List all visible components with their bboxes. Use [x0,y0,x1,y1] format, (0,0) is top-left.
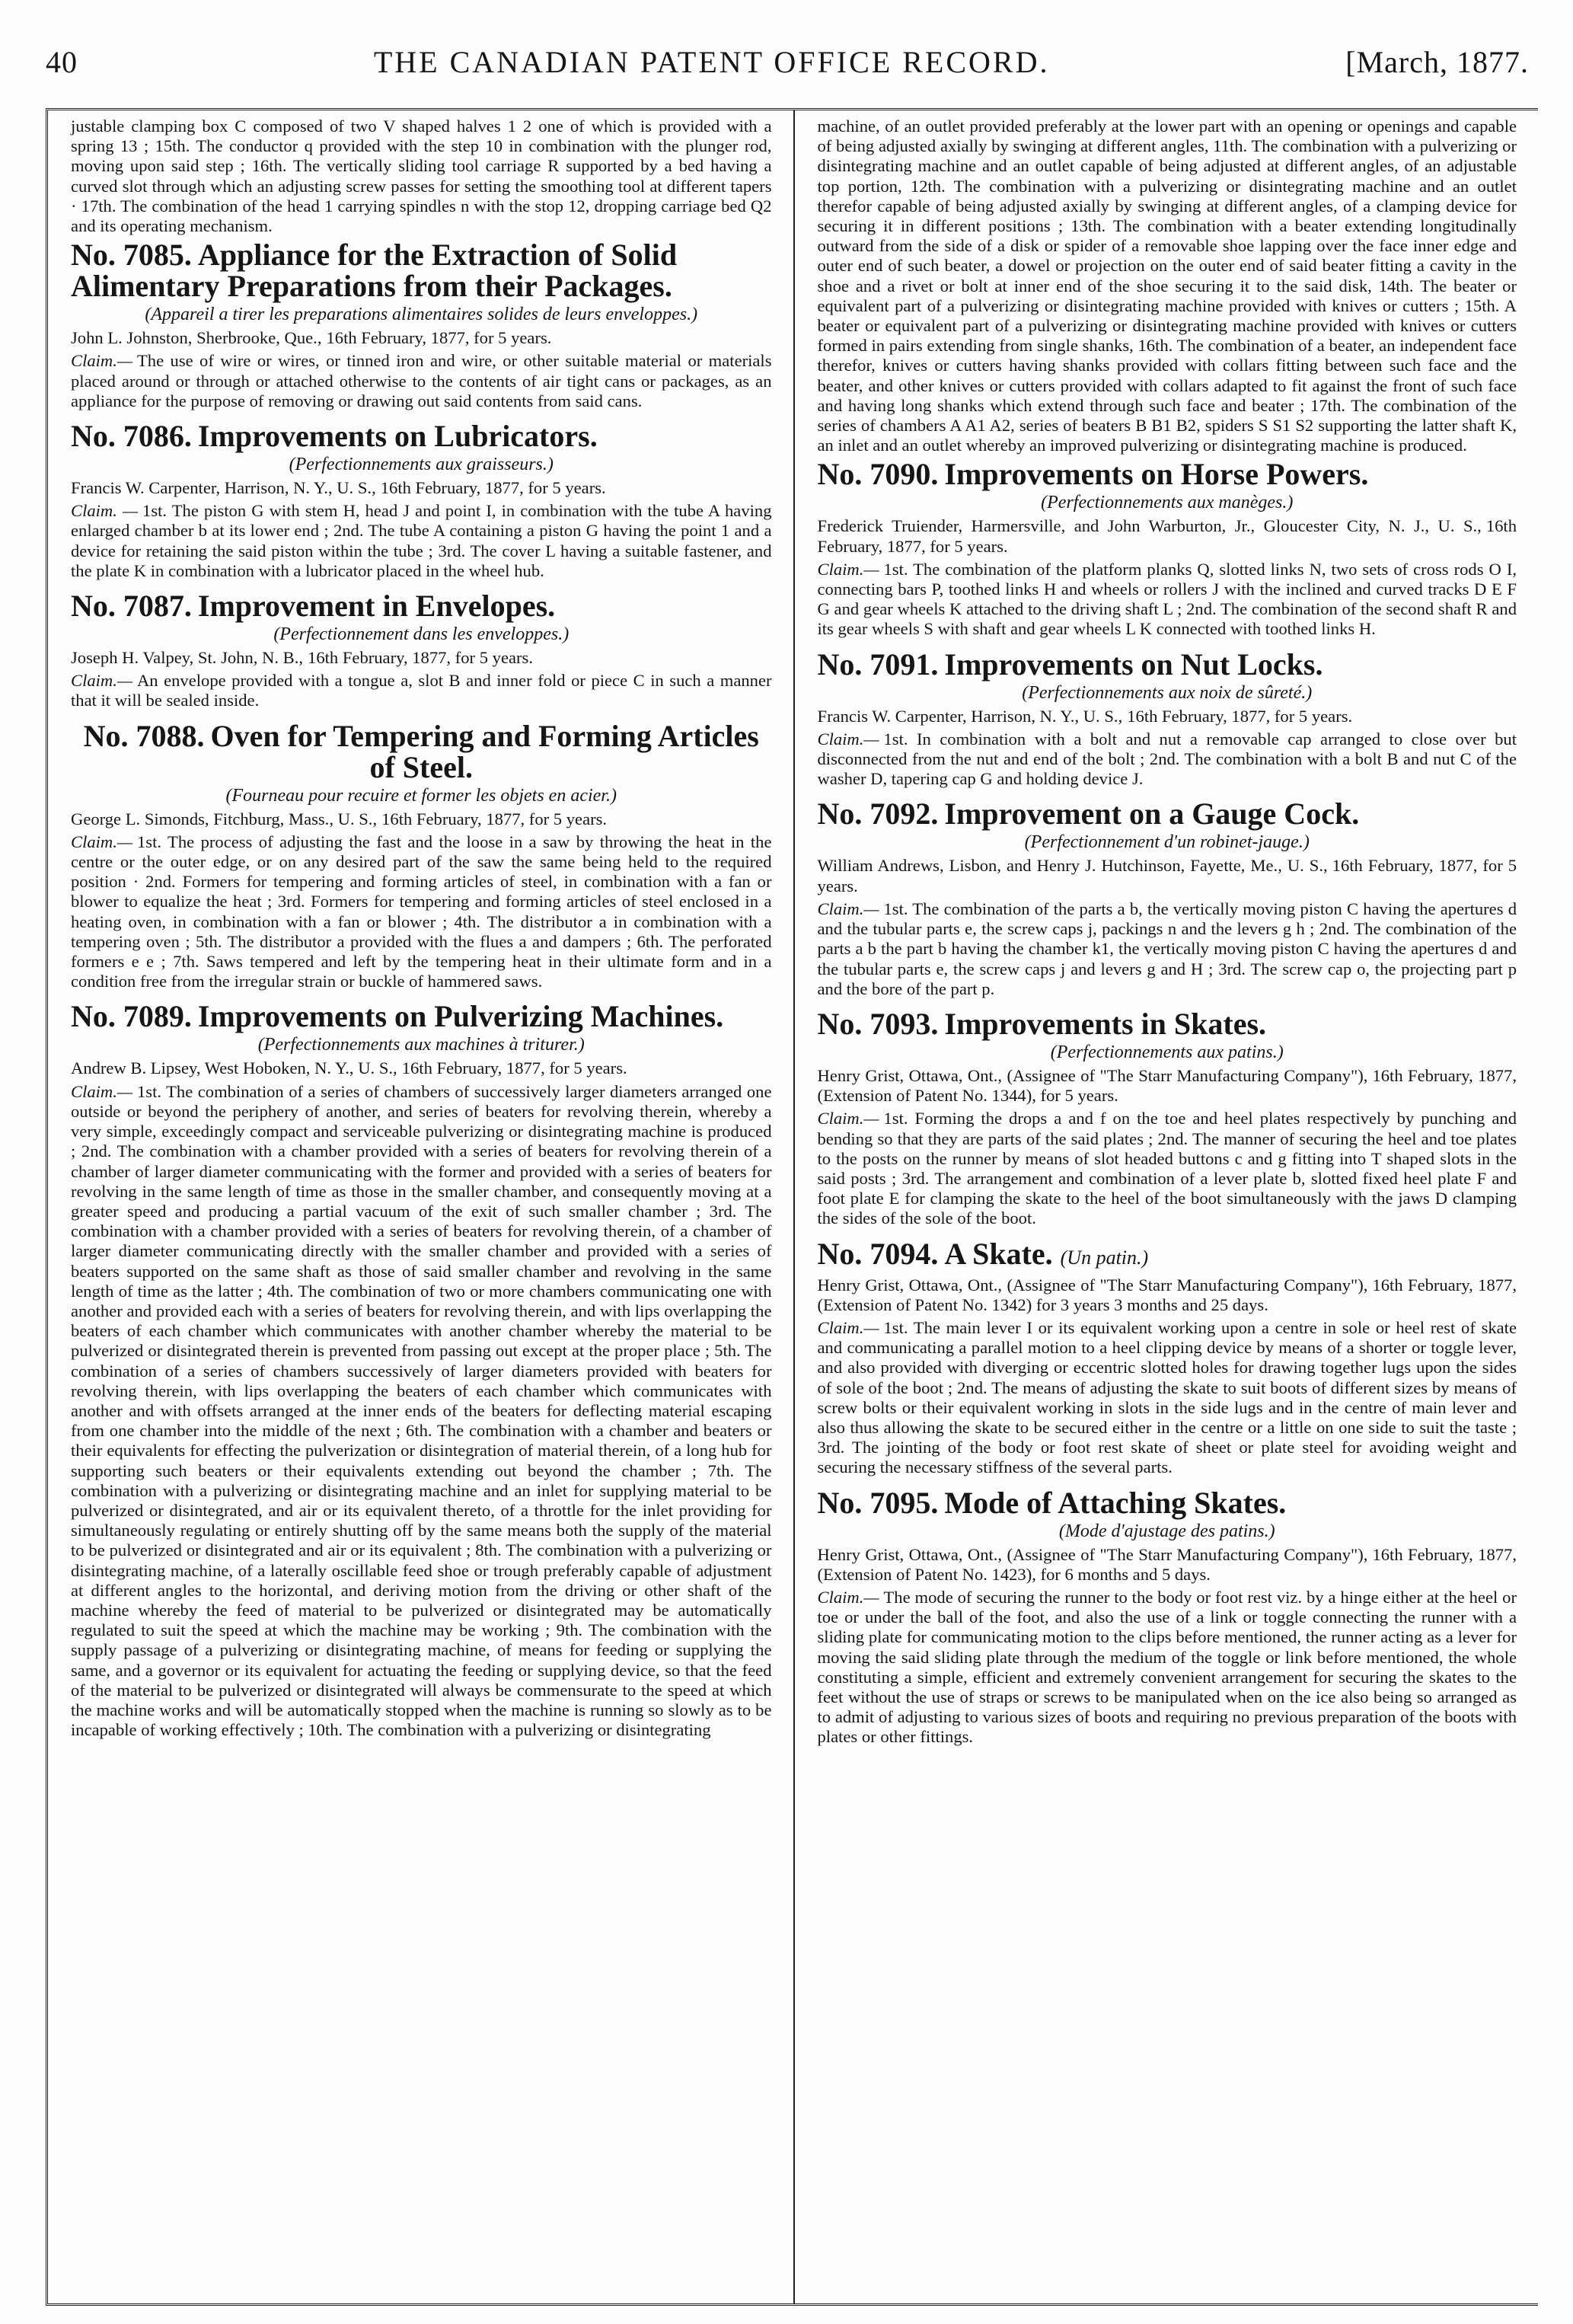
claim-label: Claim.— [817,729,879,749]
claim-body: 1st. The main lever I or its equivalent working upon a centre in sole or heel rest of skate and communicating a parallel motion to a heel clipping device by means of a shorter or toggle lever, and also provided with diverging or eccentric slotted holes for drawing together lugs upon the sides of sole of the boot ; 2nd. The means of adjusting the skate to suit boots of different sizes by means of screw bolts or their equivalent working in slots in the side lugs and in the centre of main lever and also thus allowing the skate to be secured either in the centre or a little on one side to suit the taste ; 3rd. The jointing of the body or foot rest skate of sheet or plate steel for avoiding weight and securing the necessary stiffness of the several parts. [817,1317,1517,1477]
inventor-line [818,707,1517,726]
claim-text [71,501,772,581]
claim-text [818,1588,1517,1748]
french-title: (Mode d'ajustage des patins.) [1058,1521,1275,1541]
claim-text [71,832,772,992]
inventor-line [71,328,772,348]
claim-label: Claim.— [71,351,132,371]
french-title: (Fourneau pour recuire et former les objets en acier.) [225,785,617,806]
inventor-line [818,516,1517,556]
issue-date: [March, 1877. [1345,45,1529,79]
inventor: Francis W. Carpenter, Harrison, N. Y., U. S., [817,706,1123,726]
patent-entry-7093 [818,1008,1517,1229]
claim-body: An envelope provided with a tongue a, slot B and inner fold or piece C in such a manner that it will be sealed inside. [71,671,772,710]
running-header [46,44,1529,82]
patent-number: No. 7086. [71,419,192,454]
entry-heading [817,796,1517,832]
continued-text: machine, of an outlet provided preferably at the lower part with an opening or openings and capable of being adjusted axially by swinging at different angles, 11th. The combination with a pulverizing or disintegrating machine and an outlet capable of being adjusted at different angles, of an adjustable top portion, 12th. The combination with a pulverizing or disintegrating machine and an outlet therefor capable of being adjusted axially by swinging at different angles, of a clamping device for securing it in different positions ; 13th. The combination with a beater extending longitudinally outward from the side of a disk or spider of a removable shoe lapping over the face inner edge and outer end of such beater, a dowel or projection on the outer end of said beater fitting a cavity in the shoe and a rivet or bolt at inner end of the shoe securing it to the said disk, 14th. The beater or equivalent part of a pulverizing or disintegrating machine provided with knives or cutters ; 15th. A beater or equivalent part of a pulverizing or disintegrating machine provided with knives or cutters formed in pairs extending from single shanks, 16th. The combination of a beater, an independent face therefor, knives or cutters having shanks provided with collars fitting between such face and the beater, and other knives or cutters provided with collars adapted to fit against the front of such face and having long shanks which extend through such face and beater ; 17th. The combination of the series of chambers A A1 A2, series of beaters B B1 B2, spiders S S1 S2 supporting the latter shaft K, an inlet and an outlet whereby an improved pulverizing or disintegrating machine is produced. [817,117,1517,455]
patent-entry-7087 [71,590,772,711]
patent-number: No. 7093. [817,1006,939,1041]
inventor: Henry Grist, Ottawa, Ont., (Assignee of "The Starr Manufacturing Company"), [817,1544,1368,1564]
claim-label: Claim.— [817,559,879,579]
patent-entry-7089 [71,1001,772,1740]
patent-title: Improvement in Envelopes. [197,589,556,624]
left-column [48,110,793,2303]
claim-text [71,671,772,710]
grant-date: 16th February, 1877, for 5 years. [817,856,1517,895]
inventor: William Andrews, Lisbon, and Henry J. Hutchinson, Fayette, Me., U. S., [817,856,1328,876]
claim-body: 1st. The combination of the platform planks Q, slotted links N, two sets of cross rods O I, connecting bars P, toothed links H and wheels or rollers J with the inclined and curved tracks D E F G and gear wheels K attached to the driving shaft L ; 2nd. The combination of the second shaft R and its gear wheels S with shaft and gear wheels L K connected with toothed links H. [817,559,1517,639]
grant-date: 16th February, 1877, for 5 years. [326,328,552,348]
entry-heading [818,458,1517,490]
inventor: John L. Johnston, Sherbrooke, Que., [71,328,322,348]
entry-heading [71,420,772,452]
inventor: Andrew B. Lipsey, West Hoboken, N. Y., U. S., [71,1058,397,1078]
claim-text [818,729,1517,790]
french-title: (Appareil a tirer les preparations alimentaires solides de leurs enveloppes.) [145,305,698,325]
patent-entry-7092 [818,798,1517,998]
claim-body: 1st. Forming the drops a and f on the toe and heel plates respectively by punching and bending so that they are parts of the said plates ; 2nd. The manner of securing the heel and toe plates to the posts on the runner by means of slot headed buttons c and g fitting into T shaped slots in the said posts ; 3rd. The arrangement and combination of a lever plate b, slotted fixed heel plate F and foot plate E for clamping the skate to the heel of the boot simultaneously with the jaws D clamping the sides of the sole of the boot. [817,1109,1517,1228]
patent-title: Improvements on Nut Locks. [944,646,1323,682]
patent-entry-7088 [71,720,772,992]
patent-number: No. 7090. [817,457,939,492]
entry-heading [818,1008,1517,1039]
entry-heading [71,720,772,783]
claim-body: 1st. The process of adjusting the fast and the loose in a saw by throwing the heat in the centre or the outer edge, or on any desired part of the saw the same being held to the required position · 2nd. Formers for tempering and forming articles of steel, in combination with a fan or blower to equalize the heat ; 3rd. Formers for tempering and forming articles of steel enclosed in a heating oven, in combination with a fan or blower ; 4th. The distributor a in combination with a tempering oven ; 5th. The distributor a provided with the flues a and dampers ; 6th. The perforated formers e e ; 7th. Saws tempered and left by the tempering heat in their ultimate form and in a condition free from the irregular strain or buckle of hammered saws. [71,832,772,991]
grant-date: 16th February, 1877, for 5 years. [308,648,533,668]
french-title: (Perfectionnements aux patins.) [1050,1042,1284,1062]
entry-heading [71,239,772,302]
inventor-line [818,1275,1517,1315]
claim-text [818,560,1517,640]
claim-label: Claim. — [71,501,139,521]
entry-heading [818,1238,1517,1273]
patent-entry-7085 [71,239,772,411]
patent-entry-7094 [818,1238,1517,1478]
grant-date: 16th February, 1877, for 5 years. [381,809,608,828]
inventor-line [71,1058,772,1078]
entry-heading [71,1001,772,1032]
inventor: Henry Grist, Ottawa, Ont., (Assignee of "The Starr Manufacturing Company"), [817,1275,1368,1294]
entry-heading [817,646,1517,682]
claim-label: Claim.— [817,1587,879,1607]
patent-entry-7090 [818,458,1517,639]
claim-body: 1st. In combination with a bolt and nut a removable cap arranged to close over but disconnected from the nut and end of the bolt ; 2nd. The combination with a bolt B and nut C of the washer D, tapering cap G and holding device J. [817,729,1517,789]
claim-text [71,1082,772,1741]
claim-body: 1st. The piston G with stem H, head J and point I, in combination with the tube A having enlarged chamber b at its lower end ; 2nd. The tube A containing a piston G having the point 1 and a device for retaining the said piston within the tube ; 3rd. The cover L having a suitable fastener, and the plate K in combination with a lubricator placed in the wheel hub. [71,501,772,580]
right-column [793,110,1539,2303]
inventor-line [818,1545,1517,1585]
grant-date: 16th February, 1877, for 5 years. [817,516,1517,556]
patent-title: Mode of Attaching Skates. [944,1485,1287,1520]
patent-entry-7095 [818,1487,1517,1748]
inventor: Joseph H. Valpey, St. John, N. B., [71,648,304,668]
french-title: (Perfectionnements aux noix de sûreté.) [1022,682,1313,703]
patent-number: No. 7092. [817,796,939,832]
patent-number: No. 7085. [71,238,192,273]
claim-body: The use of wire or wires, or tinned iron and wire, or other suitable material or materials placed around or through or attached otherwise to the contents of air tight cans or packages, as an appliance for the purpose of removing or drawing out said contents from said cans. [71,351,772,410]
claim-text [818,1318,1517,1478]
patent-entry-7091 [817,646,1517,790]
inventor: Frederick Truiender, Harmersville, and John Warburton, Jr., Gloucester City, N. J., U. S., [817,516,1482,536]
page-frame [46,108,1538,2306]
patent-title: Improvements on Lubricators. [197,419,598,454]
patent-number: No. 7089. [71,999,192,1034]
claim-label: Claim.— [817,1109,879,1128]
inventor: Francis W. Carpenter, Harrison, N. Y., U. S., [71,478,376,498]
inventor-line [818,856,1517,895]
patent-number: No. 7095. [817,1485,939,1520]
french-title: (Perfectionnement dans les enveloppes.) [273,624,570,645]
entry-heading [818,1487,1517,1518]
patent-title: A Skate. [944,1236,1053,1271]
claim-body: The mode of securing the runner to the body or foot rest viz. by a hinge either at the heel or toe or under the ball of the foot, and also the use of a link or toggle connecting the runner with a sliding plate for communicating motion to the clips before mentioned, the runner acting as a lever for moving the said sliding plate through the medium of the toggle or link before mentioned, the whole constituting a simple, efficient and extremely convenient arrangement for securing the skates to the feet without the use of straps or screws to be manipulated when on the ice also being so arranged as to admit of adjusting to various sizes of boots and requiring no previous preparation of the boots with plates or other fittings. [817,1587,1517,1747]
inventor-line [818,1066,1517,1106]
inventor: George L. Simonds, Fitchburg, Mass., U. S., [71,809,378,828]
claim-body: 1st. The combination of a series of chambers of successively larger diameters arranged one outside or beyond the periphery of another, and series of beaters for revolving therein, whereby a very simple, exceedingly compact and serviceable pulverizing or disintegrating machine is produced ; 2nd. The combination with a chamber provided with a series of beaters for revolving therein of a chamber of larger diameter communicating with the former and provided with a series of beaters for revolving in the same length of time as those in the smaller chamber, and consequently moving at a greater speed and producing a partial vacuum of the exit of such smaller chamber ; 3rd. The combination with a chamber provided with a series of beaters for revolving therein, of a chamber of larger diameter communicating directly with the smaller chamber and provided with a series of beaters supported on the same shaft as those of said smaller chamber and revolving in the same length of time as the latter ; 4th. The combination of two or more chambers communicating one with another and provided each with a series of beaters for revolving therein, and with lips overlapping the beaters of each chamber which communicates with another chamber whereby the material to be pulverized or disintegrated therein is prevented from passing out except at the proper place ; 5th. The combination of a series of chambers successively of larger diameters provided with beaters for revolving therein, with lips overlapping the beaters of each chamber which communicates with another and with offsets arranged at the inner ends of the beaters for deflecting material escaping from one chamber into the middle of the next ; 6th. The combination with a chamber and beaters or their equivalents for effecting the pulverization or disintegration of material therein, of a long hub for supporting such beaters or their equivalents extending out beyond the chamber ; 7th. The combination with a pulverizing or disintegrating machine and an inlet for supplying material to be pulverized or disintegrated, and air or its equivalent thereto, of a throttle for the inlet providing for simultaneously regulating or entirely shutting off by the same means both the supply of the material to be pulverized or disintegrated and air or its equivalent ; 8th. The combination with a pulverizing or disintegrating machine, of a laterally oscillable feed shoe or trough preferably capable of adjustment at different angles to the horizontal, and deriving motion from the driving or other shaft of the machine whereby the feed of material to be pulverized or disintegrated may be automatically regulated to suit the speed at which the machine may be working ; 9th. The combination with the supply passage of a pulverizing or disintegrating machine, of means for feeding or supplying the same, and a governor or its equivalent for actuating the feeding or supplying device, so that the feed of the material to be pulverized or disintegrated will always be commensurate to the speed at which the machine works and will be automatically stopped when the machine is running so slowly as to be incapable of working effectively ; 10th. The combination with a pulverizing or disintegrating [71,1081,772,1740]
inventor: Henry Grist, Ottawa, Ont., (Assignee of "The Starr Manufacturing Company"), [817,1065,1368,1085]
publication-title: THE CANADIAN PATENT OFFICE RECORD. [373,45,1050,79]
patent-title: Improvements on Horse Powers. [944,457,1369,492]
patent-title: Improvement on a Gauge Cock. [944,796,1360,832]
claim-label: Claim.— [71,832,132,851]
patent-number: No. 7088. [83,718,205,753]
grant-date: 16th February, 1877, (Extension of Patent No. 1423), for 6 months and 5 days. [817,1544,1517,1584]
inventor-line [71,648,772,668]
claim-text [818,1109,1517,1228]
inventor-line [71,478,772,498]
claim-text [818,899,1517,999]
page-number: 40 [46,45,78,79]
french-title: (Perfectionnements aux manèges.) [1041,493,1294,513]
claim-label: Claim.— [817,899,879,918]
claim-text [71,351,772,411]
grant-date: 16th February, 1877, (Extension of Patent No. 1344), for 5 years. [817,1065,1517,1106]
claim-label: Claim.— [71,1081,132,1101]
grant-date: 16th February, 1877, for 5 years. [401,1058,627,1078]
patent-title: Improvements in Skates. [944,1006,1267,1041]
grant-date: 16th February, 1877, (Extension of Patent No. 1342) for 3 years 3 months and 25 days. [817,1275,1517,1314]
patent-title: Appliance for the Extraction of Solid Alimentary Preparations from their Packages. [71,238,678,304]
claim-body: 1st. The combination of the parts a b, the vertically moving piston C having the apertures d and the tubular parts e, the screw caps j, packings n and the levers g h ; 2nd. The combination of the parts a b the part b having the chamber k1, the vertically moving piston C having the apertures d and the tubular parts e, the screw caps j and levers g and H ; 3rd. The screw cap o, the projecting part p and the bore of the part p. [817,899,1517,998]
inventor-line [71,809,772,829]
grant-date: 16th February, 1877, for 5 years. [1127,706,1353,726]
continued-text: justable clamping box C composed of two V shaped halves 1 2 one of which is provided with a spring 13 ; 15th. The conductor q provided with the step 10 in combination with the plunger rod, moving upon said step ; 16th. The vertically sliding tool carriage R supported by a bed having a curved slot through which an adjusting screw passes for setting the smoothing tool at different tapers · 17th. The combination of the head 1 carrying spindles n with the stop 12, dropping carriage bed Q2 and its operating mechanism. [71,117,772,236]
patent-entry-7086 [71,420,772,581]
claim-label: Claim.— [817,1317,879,1337]
patent-title: Improvements on Pulverizing Machines. [197,999,724,1034]
patent-number: No. 7087. [71,589,192,624]
grant-date: 16th February, 1877, for 5 years. [380,478,606,498]
entry-heading [71,589,772,624]
claim-label: Claim.— [71,671,132,691]
patent-title: Oven for Tempering and Forming Articles of Steel. [210,718,759,784]
patent-number: No. 7094. [817,1236,939,1271]
french-title: (Perfectionnements aux machines à triturer.) [257,1035,585,1055]
patent-number: No. 7091. [817,646,939,682]
french-title: (Perfectionnement d'un robinet-jauge.) [1024,832,1310,853]
french-title: (Perfectionnements aux graisseurs.) [289,455,554,475]
french-title-inline: (Un patin.) [1060,1246,1149,1269]
